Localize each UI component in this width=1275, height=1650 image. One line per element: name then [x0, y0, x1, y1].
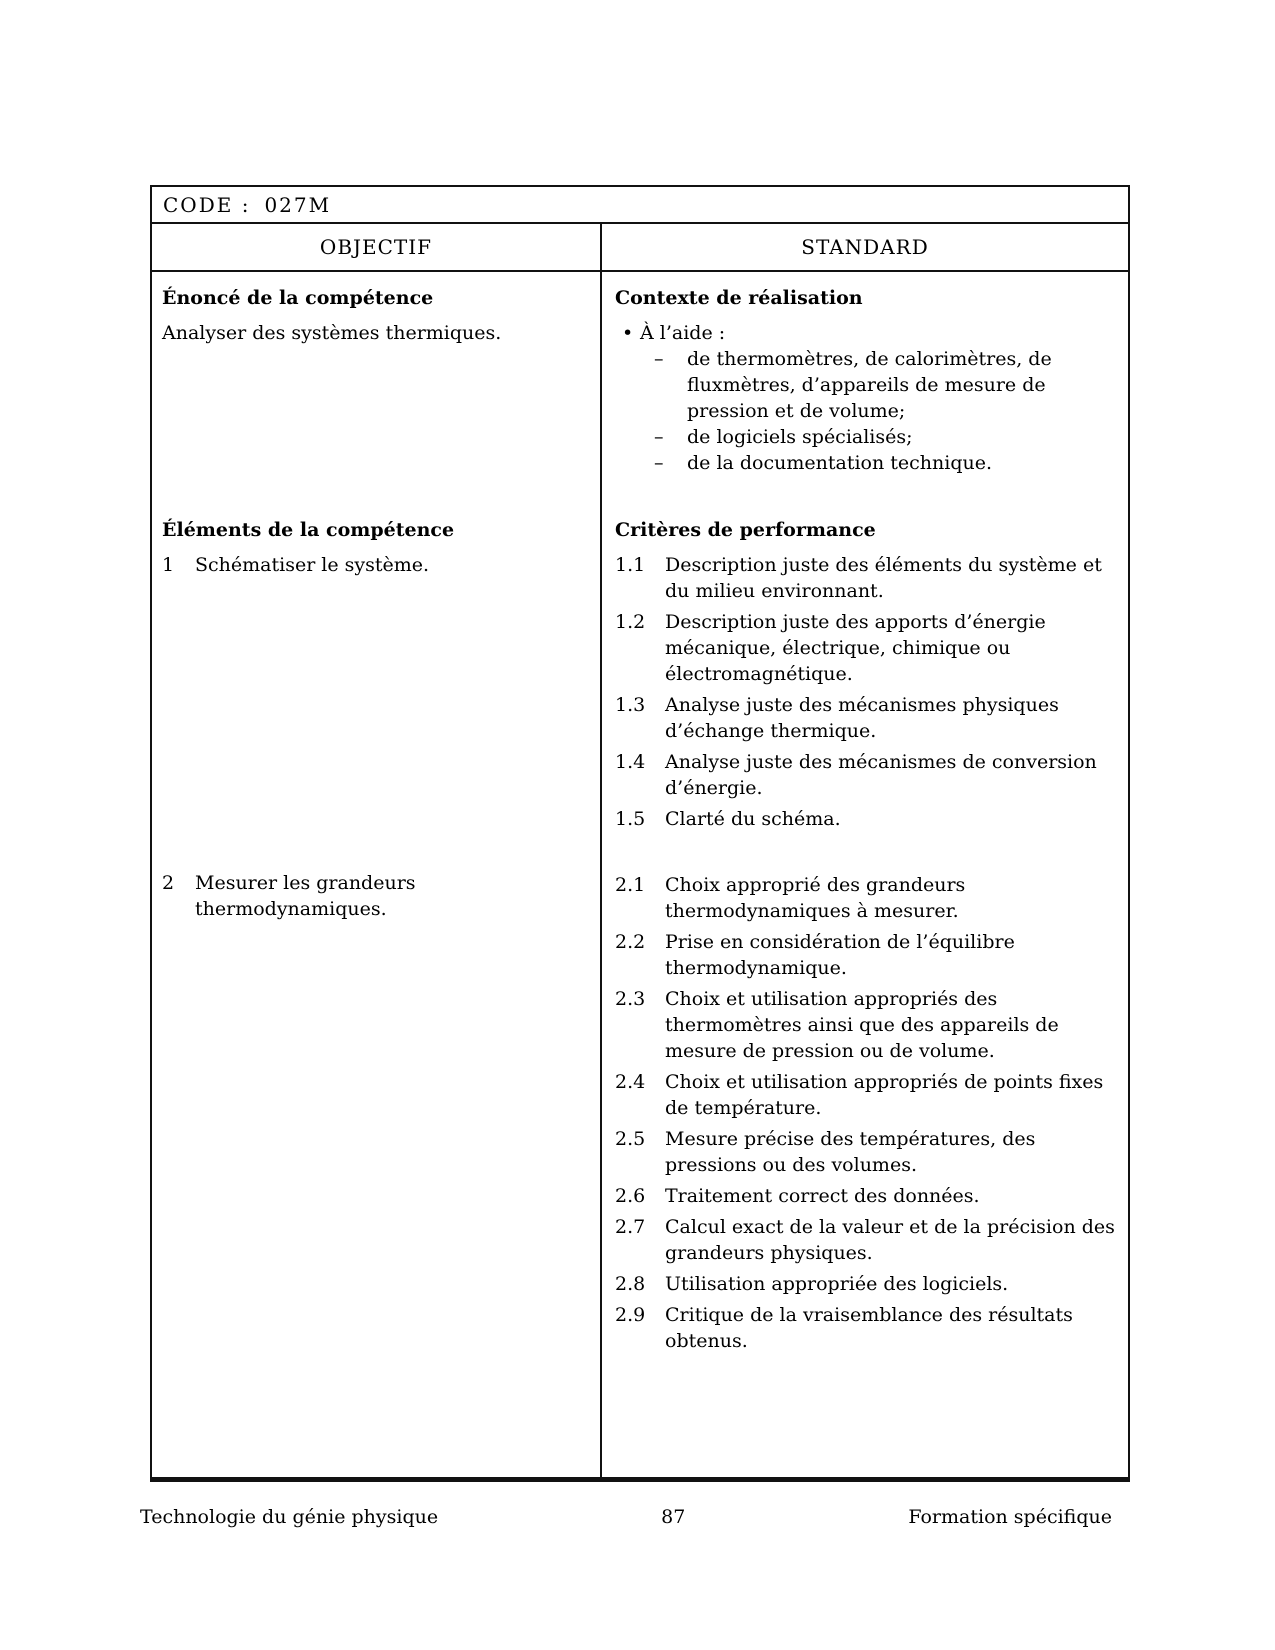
dash-marker — [654, 346, 687, 424]
table-body — [152, 272, 1128, 1477]
column-header-row — [152, 224, 1128, 272]
aide-sub-text: de la documentation technique. — [687, 452, 993, 474]
critere-row — [615, 1183, 1122, 1209]
code-label: CODE : — [163, 192, 251, 217]
critere-number: 2.3 — [615, 988, 646, 1010]
criteres-group-1 — [602, 552, 1128, 837]
critere-text: Utilisation appropriée des logiciels. — [665, 1273, 1009, 1295]
aide-sub-item — [654, 346, 1122, 424]
footer-right: Formation spécifique — [908, 1506, 1112, 1528]
critere-text: Choix et utilisation appropriés de points fixes de température. — [665, 1071, 1104, 1119]
critere-text: Mesure précise des températures, des pressions ou des volumes. — [665, 1128, 1036, 1176]
contexte-list — [602, 320, 1128, 476]
critere-row — [615, 609, 1122, 687]
elements-header: Éléments de la compétence — [162, 519, 455, 541]
element-row — [162, 552, 592, 578]
aide-label: À l’aide : — [640, 322, 726, 344]
standard-column-header: STANDARD — [801, 235, 929, 259]
critere-row — [615, 1126, 1122, 1178]
aide-sub-item — [654, 450, 1122, 476]
dash-marker — [654, 424, 687, 450]
element-number: 1 — [162, 554, 175, 576]
critere-number: 2.4 — [615, 1071, 646, 1093]
critere-row — [615, 929, 1122, 981]
aide-sub-text: de thermomètres, de calorimètres, de fluxmètres, d’appareils de mesure de pression et de volume; — [687, 348, 1052, 422]
critere-number: 1.4 — [615, 751, 646, 773]
critere-row — [615, 1214, 1122, 1266]
enonce-text: Analyser des systèmes thermiques. — [162, 322, 502, 344]
standard-cell — [602, 272, 1128, 1477]
critere-row — [615, 806, 1122, 832]
critere-row — [615, 1302, 1122, 1354]
critere-text: Description juste des apports d’énergie mécanique, électrique, chimique ou électromagnétique. — [665, 611, 1046, 685]
code-row — [152, 187, 1128, 224]
critere-row — [615, 749, 1122, 801]
element-text: Schématiser le système. — [195, 554, 430, 576]
criteres-group-2 — [602, 872, 1128, 1359]
critere-number: 2.7 — [615, 1216, 646, 1238]
critere-number: 2.9 — [615, 1304, 646, 1326]
critere-text: Choix et utilisation appropriés des thermomètres ainsi que des appareils de mesure de pression ou de volume. — [665, 988, 1059, 1062]
critere-number: 1.1 — [615, 554, 646, 576]
element-item-2 — [152, 870, 600, 927]
critere-number: 2.5 — [615, 1128, 646, 1150]
element-text: Mesurer les grandeurs thermodynamiques. — [195, 872, 416, 920]
critere-number: 1.5 — [615, 808, 646, 830]
critere-text: Calcul exact de la valeur et de la précision des grandeurs physiques. — [665, 1216, 1115, 1264]
element-number: 2 — [162, 872, 175, 894]
critere-text: Analyse juste des mécanismes de conversion d’énergie. — [665, 751, 1097, 799]
bullet-marker — [622, 320, 640, 346]
dash-marker — [654, 450, 687, 476]
critere-text: Clarté du schéma. — [665, 808, 841, 830]
competency-table — [150, 185, 1130, 1482]
critere-number: 2.1 — [615, 874, 646, 896]
critere-number: 1.3 — [615, 694, 646, 716]
critere-number: 2.6 — [615, 1185, 646, 1207]
critere-row — [615, 552, 1122, 604]
critere-row — [615, 692, 1122, 744]
critere-text: Prise en considération de l’équilibre thermodynamique. — [665, 931, 1015, 979]
criteres-header: Critères de performance — [615, 519, 876, 541]
critere-text: Critique de la vraisemblance des résultats obtenus. — [665, 1304, 1073, 1352]
critere-row — [615, 1271, 1122, 1297]
aide-sub-text: de logiciels spécialisés; — [687, 426, 913, 448]
critere-number: 1.2 — [615, 611, 646, 633]
objectif-cell — [152, 272, 602, 1477]
contexte-header: Contexte de réalisation — [615, 287, 863, 309]
enonce-header: Énoncé de la compétence — [162, 287, 434, 309]
critere-text: Traitement correct des données. — [665, 1185, 980, 1207]
code-value: 027M — [264, 192, 332, 217]
objectif-column-header: OBJECTIF — [152, 224, 602, 270]
critere-text: Description juste des éléments du système et du milieu environnant. — [665, 554, 1102, 602]
critere-text: Choix approprié des grandeurs thermodynamiques à mesurer. — [665, 874, 966, 922]
aide-bullet-row — [615, 320, 1122, 346]
critere-text: Analyse juste des mécanismes physiques d’échange thermique. — [665, 694, 1059, 742]
critere-row — [615, 1069, 1122, 1121]
critere-number: 2.2 — [615, 931, 646, 953]
element-row — [162, 870, 592, 922]
critere-row — [615, 986, 1122, 1064]
critere-number: 2.8 — [615, 1273, 646, 1295]
critere-row — [615, 872, 1122, 924]
element-item-1 — [152, 552, 600, 583]
footer-left: Technologie du génie physique — [140, 1506, 439, 1528]
aide-sub-item — [654, 424, 1122, 450]
page-footer — [140, 1506, 1112, 1528]
footer-page-number: 87 — [661, 1506, 686, 1528]
